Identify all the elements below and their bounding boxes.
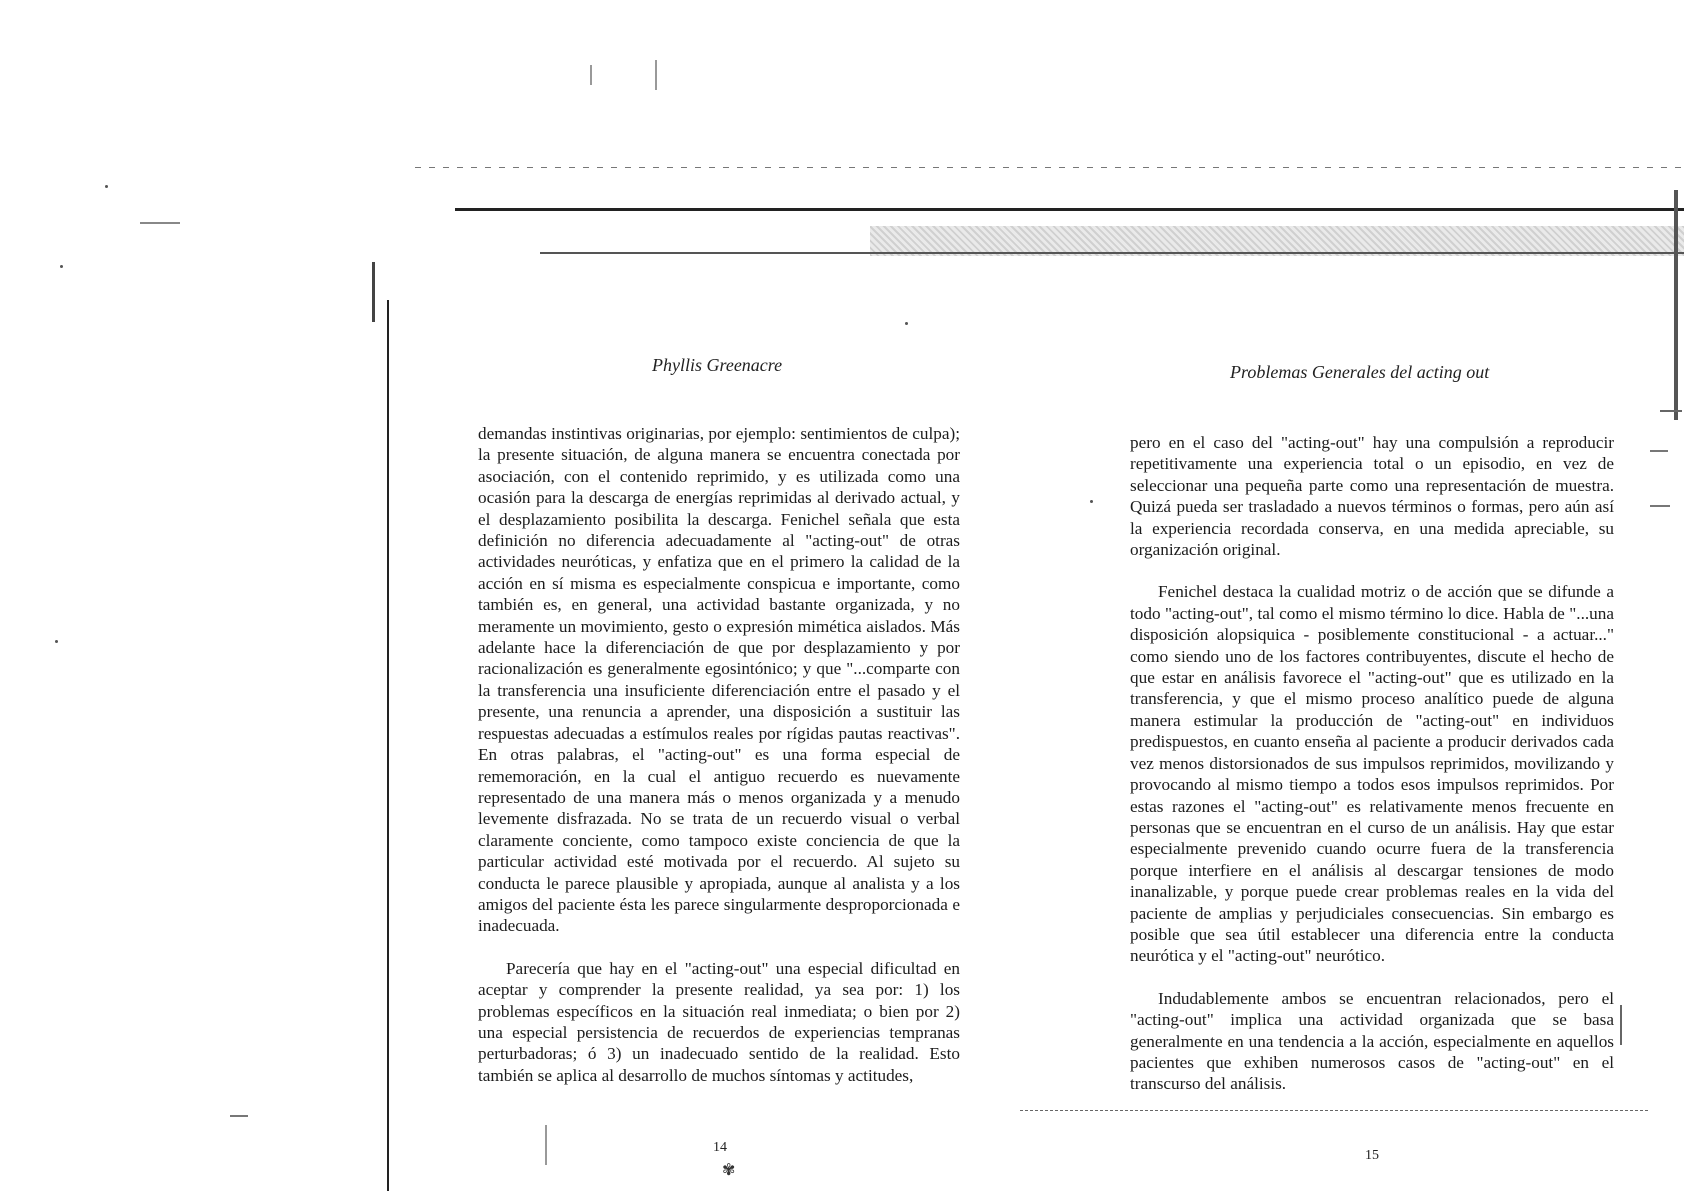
scan-speck [1660,410,1682,412]
scan-speck [60,265,63,268]
scan-speck [105,185,108,188]
right-page-body [1130,432,1614,1095]
scan-speck [905,322,908,325]
scan-rule-top [455,208,1684,211]
scan-speck [1090,500,1093,503]
book-spine-mark [372,262,375,322]
right-running-head: Problemas Generales del acting out [1230,362,1490,382]
left-paragraph-2: Parecería que hay en el "acting-out" una especial dificultad en aceptar y comprender la presente realidad, ya sea por: 1) los problemas específicos en la situación real inmediata; o bien por 2) una especial persistencia de recuerdos de experiencias tempranas perturbadoras; ó 3) un inadecuado sentido de la realidad. Esto también se aplica al desarrollo de muchos síntomas y actitudes, [478,958,960,1085]
scan-speck [1650,450,1668,452]
right-paragraph-1: pero en el caso del "acting-out" hay una compulsión a reproducir repetitivamente una experiencia total o un episodio, en vez de seleccionar una pequeña parte como una representación de muestra. Quizá pueda ser trasladado a nuevos términos o formas, pero aún así la experiencia recordada conserva, en una medida apreciable, su organización original. [1130,433,1614,560]
right-page-number: 15 [1365,1148,1379,1163]
left-paragraph-1: demandas instintivas originarias, por ejemplo: sentimientos de culpa); la presente situación, de alguna manera se encuentra conectada por asociación, con el contenido reprimido, y es utilizada como una ocasión para la descarga de energías reprimidas al derivado actual, y el desplazamiento posibilita la descarga. Fenichel señala que esta definición no diferencia adecuadamente al "acting-out" de otras actividades neuróticas, y enfatiza que en el primero la calidad de la acción en sí misma es especialmente conspicua e importante, como también es, en general, una actividad bastante organizada, y no meramente un movimiento, gesto o expresión mimética aislados. Más adelante hace la diferenciación de que por desplazamiento y por racionalización es generalmente egosintónico; y que "...comparte con la transferencia una insuficiente diferenciación entre el pasado y el presente, una renuncia a aprender, una disposición a sustituir las respuestas adecuadas a estímulos reales por rígidas pautas reactivas". En otras palabras, el "acting-out" es una forma especial de rememoración, en la cual el antiguo recuerdo es nuevamente representado de una manera más o menos organizada y a menudo levemente disfrazada. No se trata de un recuerdo visual o verbal claramente conciente, como tampoco existe conciencia de que la particular actividad esté motivada por el recuerdo. Al sujeto su conducta le parece plausible y apropiada, aunque al analista y a los amigos del paciente ésta les parece singularmente desproporcionada e inadecuada. [478,424,960,936]
scan-speck [230,1115,248,1117]
scan-speck [55,640,58,643]
scan-speck [1620,1005,1622,1045]
right-paragraph-2: Fenichel destaca la cualidad motriz o de acción que se difunde a todo "acting-out", tal como el mismo término lo dice. Habla de "...una disposición alopsiquica - posiblemente constitucional - a actuar..." como siendo uno de los factores contribuyentes, discute el hecho de que estar en análisis favorece el "acting-out" que es utilizado en la transferencia, y que el mismo proceso analítico puede de alguna manera estimular la producción de "acting-out" en individuos predispuestos, en cuanto enseña al paciente a producir derivados cada vez menos distorsionados de sus impulsos reprimidos, movilizando y provocando al mismo tiempo a todos esos impulsos reprimidos. Por estas razones el "acting-out" es relativamente menos frecuente en personas que se encuentran en el curso de un análisis. Hay que estar especialmente prevenido cuando ocurre fuera de la transferencia porque interfiere en el análisis al descargar tensiones de modo inanalizable, y porque puede crear problemas reales en la vida del paciente de amplias y perjudiciales consecuencias. Sin embargo es posible que sea útil establecer una diferencia entre la conducta neurótica y el "acting-out" neurótico. [1130,582,1614,966]
scan-speck [590,65,592,85]
right-paragraph-3: Indudablemente ambos se encuentran relacionados, pero el "acting-out" implica una actividad organizada que se basa generalmente en una tendencia a la acción, especialmente en aquellos pacientes que exhiben numerosos casos de "acting-out" en el transcurso del análisis. [1130,988,1614,1094]
left-page-number: 14 [713,1140,727,1155]
page-edge-right [1674,190,1678,420]
page-ornament-icon: ✾ [722,1162,736,1179]
left-page-body [478,423,960,1086]
scan-rule-lower [540,252,1684,254]
scan-rule-bottom [1020,1110,1650,1111]
scan-speck [140,222,180,224]
scan-speck [655,60,657,90]
scan-speck [1650,505,1670,507]
book-spine-line [387,300,389,1191]
left-running-head: Phyllis Greenacre [652,355,783,375]
scan-rule-thin [415,167,1684,168]
scan-speck [545,1125,547,1165]
